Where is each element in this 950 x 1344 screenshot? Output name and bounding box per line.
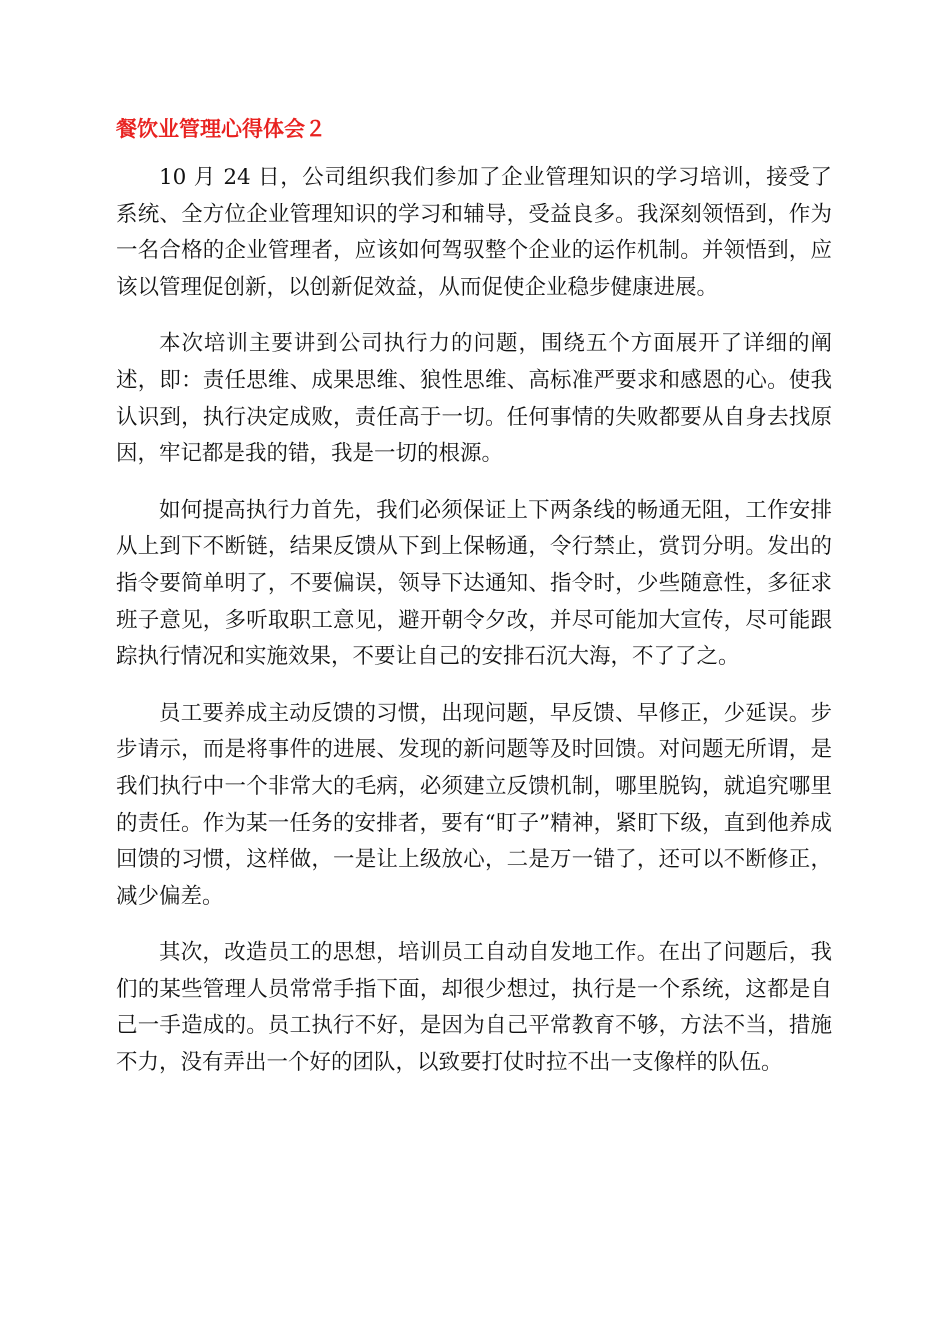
paragraph-5: 其次，改造员工的思想，培训员工自动自发地工作。在出了问题后，我们的某些管理人员常常手指下面，却很少想过，执行是一个系统，这都是自己一手造成的。员工执行不好，是因为自己平常教育不够，方法不当，措施不力，没有弄出一个好的团队，以致要打仗时拉不出一支像样的队伍。 [116, 940, 832, 1076]
paragraph-3: 如何提高执行力首先，我们必须保证上下两条线的畅通无阻，工作安排从上到下不断链，结果反馈从下到上保畅通，令行禁止，赏罚分明。发出的指令要简单明了，不要偏误，领导下达通知、指令时，少些随意性，多征求班子意见，多听取职工意见，避开朝令夕改，并尽可能加大宣传，尽可能跟踪执行情况和实施效果，不要让自己的安排石沉大海，不了了之。 [116, 497, 832, 670]
paragraph-1: 10 月 24 日，公司组织我们参加了企业管理知识的学习培训，接受了系统、全方位企业管理知识的学习和辅导，受益良多。我深刻领悟到，作为一名合格的企业管理者，应该如何驾驭整个企业的运作机制。并领悟到，应该以管理促创新，以创新促效益，从而促使企业稳步健康进展。 [116, 165, 832, 300]
paragraph-2: 本次培训主要讲到公司执行力的问题，围绕五个方面展开了详细的阐述，即：责任思维、成果思维、狼性思维、高标准严要求和感恩的心。使我认识到，执行决定成败，责任高于一切。任何事情的失败都要从自身去找原因，牢记都是我的错，我是一切的根源。 [116, 331, 832, 467]
document-body [116, 160, 832, 1102]
document-title: 餐饮业管理心得体会２ [116, 117, 326, 141]
paragraph-4: 员工要养成主动反馈的习惯，出现问题，早反馈、早修正，少延误。步步请示，而是将事件的进展、发现的新问题等及时回馈。对问题无所谓，是我们执行中一个非常大的毛病，必须建立反馈机制，哪里脱钩，就追究哪里的责任。作为某一任务的安排者，要有“盯子”精神，紧盯下级，直到他养成回馈的习惯，这样做，一是让上级放心，二是万一错了，还可以不断修正，减少偏差。 [116, 700, 832, 909]
